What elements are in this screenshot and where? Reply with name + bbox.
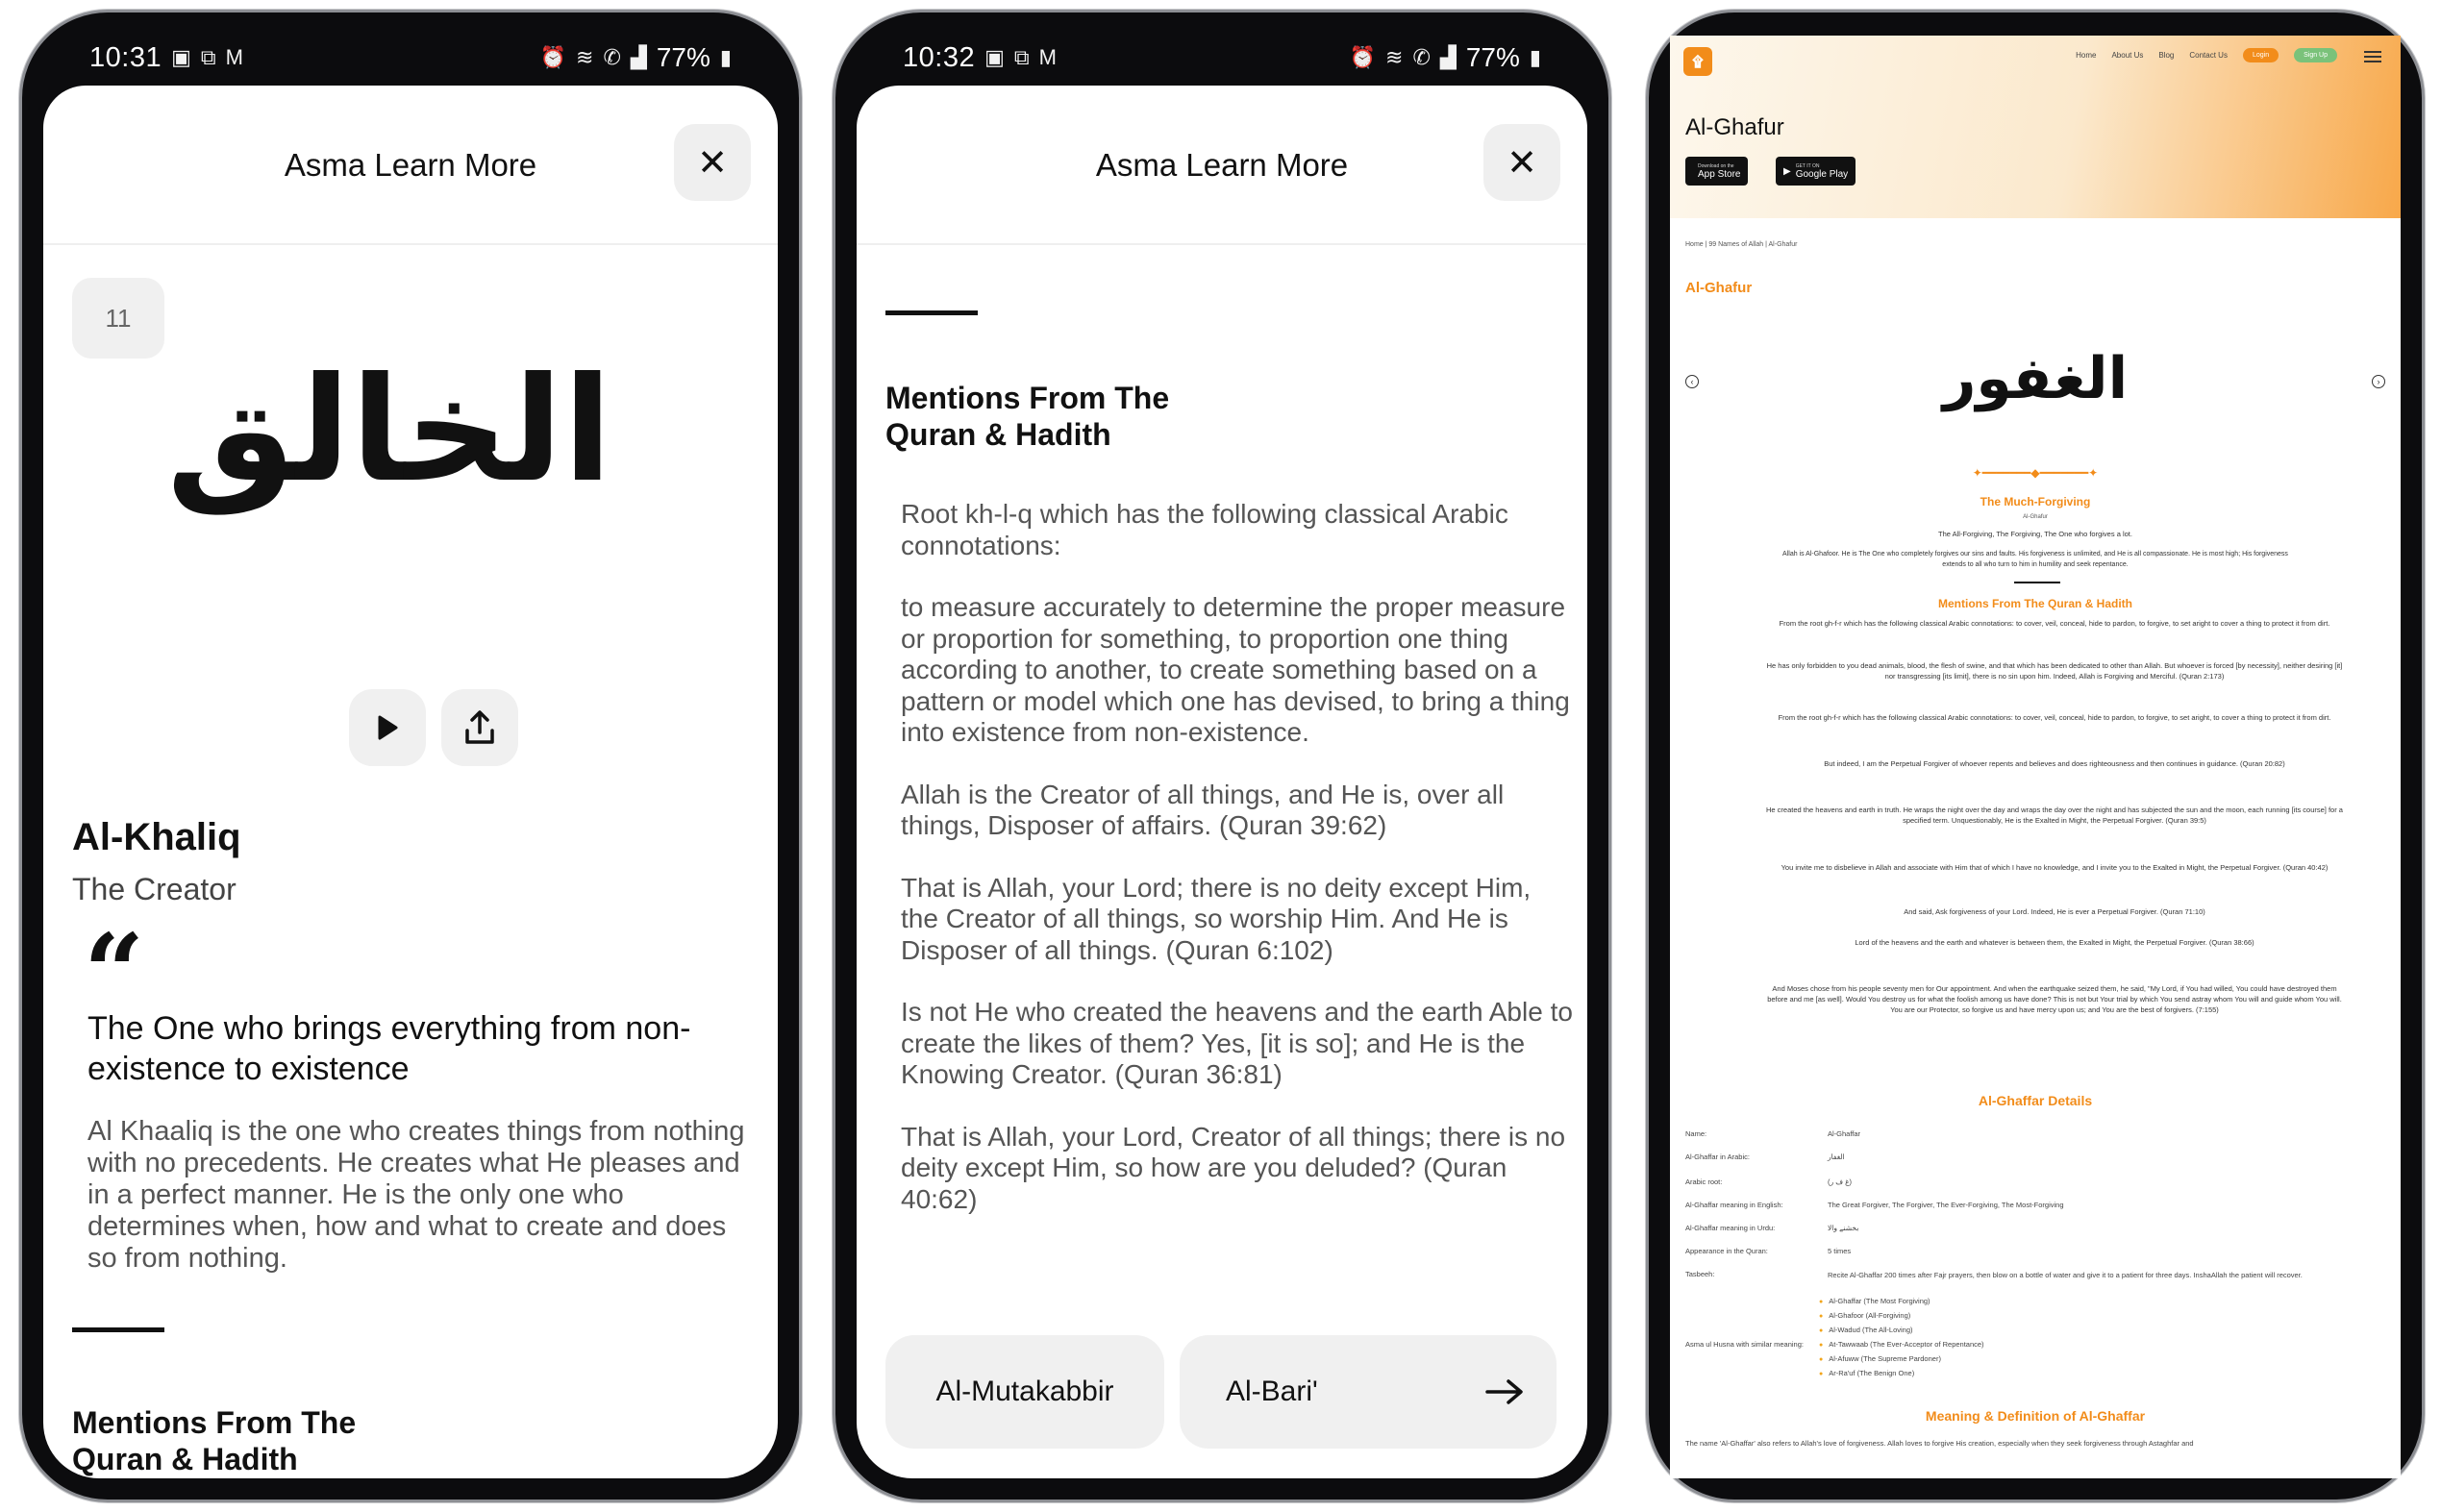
mention-para: He has only forbidden to you dead animals, blood, the flesh of swine, and that which has been dedicated to other than Allah. But whoever is forced [by necessity], neither desiring [it] nor transgressing [its limit], there is no sin upon him. Indeed, Allah is Forgiving and Merciful. (Quran 2:173) (1766, 661, 2343, 681)
detail-value: الغفار (1828, 1153, 1845, 1161)
next-name-button[interactable] (1180, 1335, 1557, 1449)
mention-para: And said, Ask forgiveness of your Lord. Indeed, He is ever a Perpetual Forgiver. (Quran 71:10) (1904, 907, 2205, 916)
similar-label-text: Asma ul Husna with similar meaning: (1685, 1340, 1804, 1349)
alarm-icon: ⏰ (539, 45, 567, 69)
section-heading-line-2: Quran & Hadith (885, 417, 1111, 452)
status-time: 10:31 (89, 41, 162, 73)
name-meaning: The Creator (72, 872, 237, 906)
detail-value: 5 times (1828, 1247, 1852, 1255)
nav-home[interactable]: Home (2076, 50, 2097, 60)
similar-name-item: ● Al-Ghaffar (The Most Forgiving) (1819, 1295, 1984, 1309)
browser-screen (1670, 36, 2401, 1478)
mention-para: But indeed, I am the Perpetual Forgiver of whoever repents and believes and does righteousness and then continues in guidance. (Quran 20:82) (1824, 759, 2285, 768)
arrow-right-icon (1485, 1378, 1524, 1405)
mentions-heading: Mentions From The Quran & Hadith (1937, 597, 2132, 610)
phone-frame-2 (833, 10, 1611, 1502)
previous-name-label: Al-Mutakabbir (935, 1376, 1114, 1407)
breadcrumb[interactable]: Home | 99 Names of Allah | Al-Ghafur (1685, 241, 1798, 248)
name-number-badge: 11 (72, 278, 164, 359)
battery-percent: 77% (656, 42, 710, 72)
mention-paragraph: Is not He who created the heavens and the earth Able to create the likes of them? Yes, [it is so]; and He is the Knowing Creator. (Quran 36:81) (901, 997, 1573, 1089)
next-name-label: Al-Bari' (1226, 1376, 1318, 1407)
detail-key: Al-Ghaffar meaning in English: (1685, 1201, 1783, 1209)
app-store-label: App Store (1698, 168, 1741, 180)
sheet-screen (857, 86, 1587, 1478)
sheet-header (857, 86, 1587, 245)
detail-row (1685, 1177, 1852, 1186)
login-button[interactable]: Login (2243, 48, 2279, 62)
center-divider (2014, 582, 2060, 583)
detail-key: Appearance in the Quran: (1685, 1247, 1768, 1255)
detail-row (1685, 1129, 1860, 1138)
sheet-title: Asma Learn More (1095, 147, 1349, 183)
similar-name-item: ● Al-Ghafoor (All-Forgiving) (1819, 1309, 1984, 1324)
detail-row (1685, 1201, 2064, 1209)
mention-para: You invite me to disbelieve in Allah and associate with Him that of which I have no knowledge, and I invite you to the Exalted in Might, the Perpetual Forgiver. (Quran 40:42) (1781, 863, 2329, 872)
detail-key: Al-Ghaffar in Arabic: (1685, 1153, 1750, 1161)
similar-label (1685, 1339, 1820, 1350)
detail-value: The Great Forgiver, The Forgiver, The Ever-Forgiving, The Most-Forgiving (1828, 1201, 2064, 1209)
section-divider (72, 1327, 164, 1332)
arabic-name-text: الخالق (166, 347, 612, 514)
detail-row (1685, 1247, 1851, 1255)
signup-button[interactable]: Sign Up (2294, 48, 2337, 62)
mail-icon: M (1038, 45, 1057, 69)
detail-value: Recite Al-Ghaffar 200 times after Fajr prayers, then blow on a bottle of water and give it to a patient for three days. InshaAllah the patient will recover. (1828, 1271, 2303, 1279)
logo-icon: ۩ (1692, 53, 1704, 70)
quote-text: The One who brings everything from non-existence to existence (87, 1010, 691, 1087)
similar-name-item: ● Ar-Ra'uf (The Benign One) (1819, 1367, 1984, 1381)
battery-percent: 77% (1465, 42, 1520, 72)
detail-row (1685, 1270, 2358, 1280)
hero-title: Al-Ghafur (1685, 114, 1784, 140)
arabic-calligraphy: الغفور (1942, 345, 2129, 412)
section-divider (885, 310, 978, 315)
detail-row (1685, 1224, 1858, 1232)
mention-para: From the root gh-f-r which has the following classical Arabic connotations: to cover, veil, conceal, hide to pardon, to forgive, to set aright to cover a thing to protect it from dirt. (1779, 619, 2330, 628)
section-heading (72, 1404, 356, 1477)
alarm-icon: ⏰ (1349, 45, 1377, 69)
google-play-small: GET IT ON (1795, 162, 1820, 169)
close-button[interactable] (1483, 124, 1560, 201)
detail-key: Tasbeeh: (1685, 1270, 1715, 1278)
subtitle: The Much-Forgiving (1980, 495, 2091, 508)
detail-key: Al-Ghaffar meaning in Urdu: (1685, 1224, 1776, 1232)
mention-paragraph: That is Allah, your Lord, Creator of all things; there is no deity except Him, so how are you deluded? (Quran 40:62) (901, 1121, 1566, 1214)
similar-name-item: ● Al-Wadud (The All-Loving) (1819, 1324, 1984, 1338)
play-store-icon: ▶ (1783, 165, 1791, 177)
description-text: Al Khaaliq is the one who creates things from nothing with no precedents. He creates what He pleases and in a perfect manner. He is the only one who determines when, how and what to create and does so from nothing. (87, 1116, 745, 1274)
share-button[interactable] (441, 689, 518, 766)
play-audio-button[interactable] (349, 689, 426, 766)
section-heading (885, 380, 1169, 453)
nav-about[interactable]: About Us (2111, 50, 2144, 60)
section-heading-line-2: Quran & Hadith (72, 1442, 298, 1476)
mail-icon: M (225, 45, 243, 69)
signal-icon: ▟ (1439, 45, 1457, 69)
sheet-title: Asma Learn More (284, 147, 537, 183)
next-arrow-icon[interactable]: › (2372, 375, 2385, 388)
section-heading-line-1: Mentions From The (885, 381, 1170, 415)
mention-paragraph: That is Allah, your Lord; there is no deity except Him, the Creator of all things, so worship Him. And He is Disposer of all things. (Quran 6:102) (901, 872, 1532, 965)
google-play-label: Google Play (1795, 168, 1849, 180)
mention-paragraph: to measure accurately to determine the proper measure or proportion for something, to proportion one thing according to another, to create something based on a pattern or model which one has devised, to bring a thing into existence from non-existence. (901, 592, 1570, 747)
app-store-small: Download on the (1698, 162, 1734, 169)
mentions-body (901, 499, 1574, 1246)
arabic-calligraphy (166, 316, 612, 537)
mention-para: He created the heavens and earth in truth. He wraps the night over the day and wraps the day over the night and has subjected the sun and the moon, each running [its course] for a specified term. Unquestionably, He is the Exalted in Might, the Perpetual Forgiver. (Quran 39:5) (1766, 806, 2343, 825)
status-time: 10:32 (903, 41, 976, 73)
mention-para: Lord of the heavens and the earth and whatever is between them, the Exalted in Might, the Perpetual Forgiver. (Quran 38:66) (1855, 938, 2254, 947)
close-icon: ✕ (1507, 142, 1537, 184)
menu-icon[interactable] (2364, 51, 2381, 62)
similar-name-item: ● At-Tawwaab (The Ever-Acceptor of Repentance) (1819, 1338, 1984, 1352)
detail-row (1685, 1153, 1845, 1161)
detail-key: Name: (1685, 1129, 1707, 1138)
nav-blog[interactable]: Blog (2158, 50, 2175, 60)
tagline: The All-Forgiving, The Forgiving, The One who forgives a lot. (1938, 530, 2132, 538)
previous-name-button[interactable] (885, 1335, 1164, 1449)
subtitle-small: Al-Ghafur (2023, 514, 2048, 520)
close-icon: ✕ (697, 142, 728, 184)
phone-frame-3 (1646, 10, 2425, 1502)
screen-record-icon: ⧉ (200, 45, 216, 69)
detail-value: بخشنے والا (1828, 1224, 1859, 1232)
wifi-icon: ≋ (576, 45, 594, 69)
google-play-badge[interactable] (1776, 157, 1856, 186)
previous-arrow-icon[interactable]: ‹ (1685, 375, 1699, 388)
footer-line: The name 'Al-Ghaffar' also refers to Allah's love of forgiveness. Allah loves to forgive His creation, especially when they seek forgiveness through Astaghfar and (1685, 1439, 2194, 1448)
detail-value: (غ ف ر) (1828, 1177, 1853, 1186)
battery-icon: ▮ (719, 45, 732, 69)
detail-value: Al-Ghaffar (1828, 1129, 1861, 1138)
nav-contact[interactable]: Contact Us (2189, 50, 2228, 60)
call-icon: ✆ (603, 45, 621, 69)
battery-icon: ▮ (1529, 45, 1541, 69)
mention-para: From the root gh-f-r which has the following classical Arabic connotations: to cover, veil, conceal, hide to pardon, to forgive, to set aright, to cover a thing to protect it from dirt. (1778, 713, 2331, 722)
phone-frame-1 (19, 10, 802, 1502)
mention-paragraph: Root kh-l-q which has the following classical Arabic connotations: (901, 499, 1508, 560)
play-icon (375, 714, 400, 741)
intro-text: Allah is Al-Ghafoor. He is The One who completely forgives our sins and faults. His forgiveness is unlimited, and He is all compassionate. He is most high; His forgiveness extends to all who turn to him in humility and seek repentance. (1782, 551, 2288, 568)
similar-names-list (1819, 1295, 1984, 1381)
sheet-header (43, 86, 778, 245)
mention-paragraph: Allah is the Creator of all things, and He is, over all things, Disposer of affairs. (Quran 39:62) (901, 779, 1505, 840)
wifi-icon: ≋ (1385, 45, 1404, 69)
screen-record-icon: ⧉ (1013, 45, 1030, 69)
detail-key: Arabic root: (1685, 1177, 1723, 1186)
share-icon (461, 709, 498, 746)
status-bar (22, 12, 799, 86)
similar-name-item: ● Al-Afuww (The Supreme Pardoner) (1819, 1352, 1984, 1367)
call-icon: ✆ (1412, 45, 1431, 69)
name-title: Al-Khaliq (72, 816, 241, 858)
app-store-badge[interactable] (1685, 157, 1748, 186)
sheet-screen (43, 86, 778, 1478)
meaning-heading: Meaning & Definition of Al-Ghaffar (1925, 1408, 2146, 1424)
top-navigation (1670, 36, 2401, 74)
gallery-icon: ▣ (171, 45, 191, 69)
section-heading-line-1: Mentions From The (72, 1405, 357, 1440)
status-bar (835, 12, 1608, 86)
quote-icon: “ (84, 910, 145, 1034)
mention-para: And Moses chose from his people seventy men for Our appointment. And when the earthquake seized them, he said, "My Lord, if You had willed, You could have destroyed them before and me [as well]. Would You destroy us for what the foolish among us have done? This is not but Your trial by which You send astray whom You will and guide whom You will. You are our Protector, so forgive us and have mercy upon us; and You are the best of forgivers. (7:155) (1767, 984, 2342, 1014)
signal-icon: ▟ (630, 45, 647, 69)
ornament-divider: ✦━━━━━━━◆━━━━━━━✦ (1972, 466, 2099, 480)
gallery-icon: ▣ (984, 45, 1005, 69)
close-button[interactable] (674, 124, 751, 201)
page-heading: Al-Ghafur (1685, 280, 1753, 296)
website (1670, 36, 2401, 1478)
details-heading: Al-Ghaffar Details (1978, 1093, 2093, 1108)
